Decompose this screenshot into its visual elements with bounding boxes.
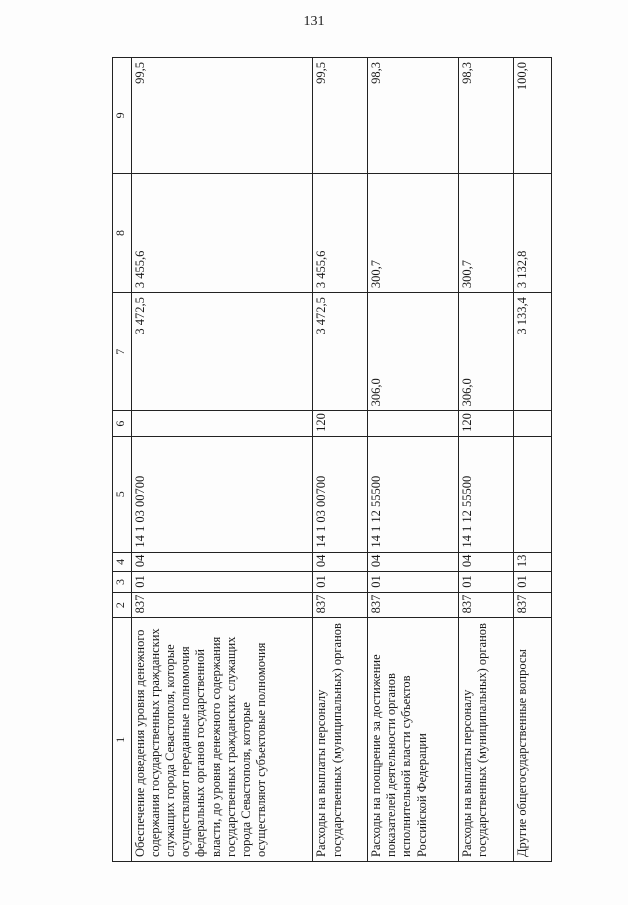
cell-executed: 300,7 [368, 173, 459, 292]
cell-section: 01 [458, 572, 513, 593]
table-header-row [113, 58, 132, 862]
cell-subsection: 13 [513, 552, 551, 571]
cell-percent: 100,0 [513, 58, 551, 174]
cell-percent: 98,3 [368, 58, 459, 174]
cell-section: 01 [368, 572, 459, 593]
row-name: Расходы на выплаты персоналу государственных (муниципальных) органов [458, 618, 513, 862]
rotated-table-container [112, 57, 552, 862]
row-name: Расходы на поощрение за достижение показателей деятельности органов исполнительной власти субъектов Российской Федерации [368, 618, 459, 862]
cell-percent: 99,5 [131, 58, 313, 174]
cell-admin-code: 837 [131, 592, 313, 618]
cell-expense-type: 120 [313, 411, 368, 437]
cell-admin-code: 837 [368, 592, 459, 618]
cell-admin-code: 837 [513, 592, 551, 618]
table-row [513, 58, 551, 862]
cell-planned: 3 133,4 [513, 293, 551, 411]
header-cell: 2 [113, 592, 132, 618]
cell-subsection: 04 [458, 552, 513, 571]
cell-planned: 306,0 [368, 293, 459, 411]
cell-expense-type: 120 [458, 411, 513, 437]
cell-planned: 306,0 [458, 293, 513, 411]
table-row [458, 58, 513, 862]
cell-section: 01 [131, 572, 313, 593]
cell-executed: 3 455,6 [131, 173, 313, 292]
header-cell: 9 [113, 58, 132, 174]
cell-subsection: 04 [131, 552, 313, 571]
table-row [313, 58, 368, 862]
header-cell: 3 [113, 572, 132, 593]
cell-subsection: 04 [313, 552, 368, 571]
budget-table [112, 57, 552, 862]
table-row [368, 58, 459, 862]
cell-executed: 300,7 [458, 173, 513, 292]
page-number: 131 [303, 14, 325, 29]
cell-expense-type [513, 411, 551, 437]
cell-executed: 3 132,8 [513, 173, 551, 292]
cell-section: 01 [513, 572, 551, 593]
header-cell: 8 [113, 173, 132, 292]
cell-expense-type [131, 411, 313, 437]
cell-expense-type [368, 411, 459, 437]
cell-target-article: 14 1 12 55500 [368, 436, 459, 552]
header-cell: 1 [113, 618, 132, 862]
cell-planned: 3 472,5 [313, 293, 368, 411]
header-cell: 4 [113, 552, 132, 571]
cell-percent: 99,5 [313, 58, 368, 174]
header-cell: 5 [113, 436, 132, 552]
cell-executed: 3 455,6 [313, 173, 368, 292]
cell-section: 01 [313, 572, 368, 593]
cell-target-article: 14 1 03 00700 [131, 436, 313, 552]
cell-planned: 3 472,5 [131, 293, 313, 411]
cell-percent: 98,3 [458, 58, 513, 174]
table-row [131, 58, 313, 862]
row-name: Расходы на выплаты персоналу государственных (муниципальных) органов [313, 618, 368, 862]
cell-admin-code: 837 [313, 592, 368, 618]
header-cell: 6 [113, 411, 132, 437]
cell-subsection: 04 [368, 552, 459, 571]
cell-admin-code: 837 [458, 592, 513, 618]
row-name: Другие общегосударственные вопросы [513, 618, 551, 862]
header-cell: 7 [113, 293, 132, 411]
cell-target-article: 14 1 03 00700 [313, 436, 368, 552]
row-name: Обеспечение доведения уровня денежного содержания государственных гражданских служащих города Севастополя, которые осуществляют переданные полномочия федеральных органов государственной власти, до уровня денежного содержания государственных гражданских служащих города Севастополя, которые осуществляют субъектовые полномочия [131, 618, 313, 862]
cell-target-article: 14 1 12 55500 [458, 436, 513, 552]
cell-target-article [513, 436, 551, 552]
